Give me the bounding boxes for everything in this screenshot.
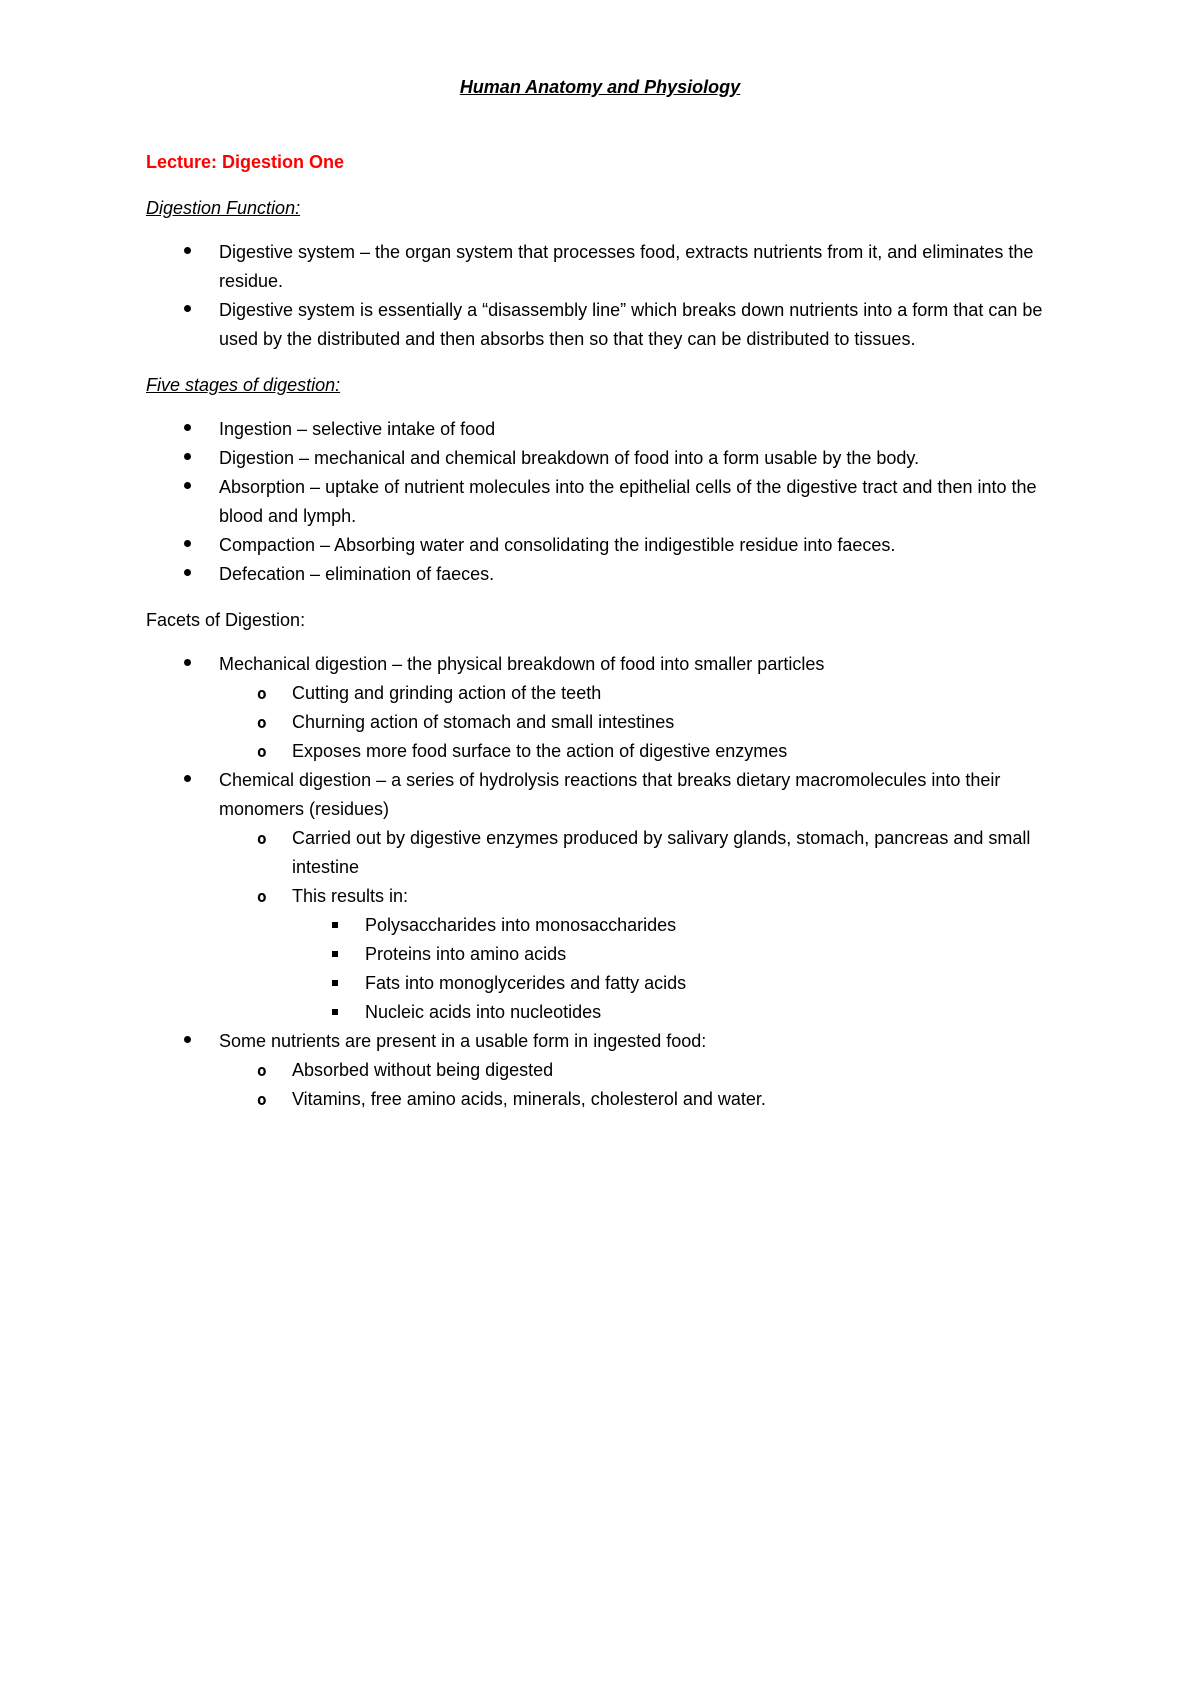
- circle-bullet-icon: o: [257, 742, 267, 761]
- list-item-text: Ingestion – selective intake of food: [219, 419, 496, 439]
- sub-list: [219, 824, 1066, 1027]
- list-item-text: Defecation – elimination of faeces.: [219, 564, 495, 584]
- bullet-icon: [184, 247, 191, 254]
- bullet-icon: [184, 1036, 191, 1043]
- digestion-function-list: [146, 238, 1066, 354]
- list-item-text: Digestion – mechanical and chemical breakdown of food into a form usable by the body.: [219, 448, 920, 468]
- circle-bullet-icon: o: [257, 829, 267, 848]
- document-title: Human Anatomy and Physiology: [459, 77, 741, 97]
- sub-list-item: [219, 882, 1066, 1027]
- section-heading-facets: Facets of Digestion:: [146, 610, 306, 630]
- square-bullet-icon: [332, 1009, 338, 1015]
- list-item: [146, 1027, 1066, 1114]
- sub-list-item-text: Churning action of stomach and small intestines: [292, 712, 675, 732]
- sub-list: [219, 679, 1066, 766]
- sub-sub-list-item: [292, 911, 1066, 940]
- sub-list-item: [219, 679, 1066, 708]
- section-heading-digestion-function: Digestion Function:: [146, 198, 301, 218]
- list-item: [146, 444, 1066, 473]
- list-item: [146, 560, 1066, 589]
- circle-bullet-icon: o: [257, 713, 267, 732]
- list-item: [146, 415, 1066, 444]
- list-item: [146, 296, 1066, 354]
- bullet-icon: [184, 305, 191, 312]
- lecture-heading: Lecture: Digestion One: [146, 152, 345, 172]
- sub-list-item: [219, 1056, 1066, 1085]
- sub-list-item-text: Vitamins, free amino acids, minerals, cholesterol and water.: [292, 1089, 766, 1109]
- list-item-text: Digestive system – the organ system that processes food, extracts nutrients from it, and eliminates the residue.: [219, 242, 1034, 291]
- sub-sub-list-item-text: Polysaccharides into monosaccharides: [365, 915, 677, 935]
- bullet-icon: [184, 453, 191, 460]
- section-heading-five-stages: Five stages of digestion:: [146, 375, 341, 395]
- circle-bullet-icon: o: [257, 887, 267, 906]
- bullet-icon: [184, 540, 191, 547]
- sub-list-item: [219, 1085, 1066, 1114]
- facets-list: [146, 650, 1066, 1114]
- list-item: [146, 238, 1066, 296]
- list-item-text: Some nutrients are present in a usable form in ingested food:: [219, 1031, 707, 1051]
- sub-sub-list: [292, 911, 1066, 1027]
- sub-sub-list-item: [292, 940, 1066, 969]
- sub-list-item-text: Absorbed without being digested: [292, 1060, 554, 1080]
- square-bullet-icon: [332, 951, 338, 957]
- circle-bullet-icon: o: [257, 684, 267, 703]
- sub-list: [219, 1056, 1066, 1114]
- list-item-text: Digestive system is essentially a “disassembly line” which breaks down nutrients into a form that can be used by the distributed and then absorbs then so that they can be distributed to tissues.: [219, 300, 1043, 349]
- bullet-icon: [184, 482, 191, 489]
- list-item: [146, 531, 1066, 560]
- list-item-text: Absorption – uptake of nutrient molecules into the epithelial cells of the digestive tract and then into the blood and lymph.: [219, 477, 1037, 526]
- list-item: [146, 766, 1066, 1027]
- document-body: [146, 148, 1066, 1131]
- sub-list-item-text: Carried out by digestive enzymes produced by salivary glands, stomach, pancreas and small intestine: [292, 828, 1031, 877]
- list-item-text: Chemical digestion – a series of hydrolysis reactions that breaks dietary macromolecules into their monomers (residues): [219, 770, 1001, 819]
- bullet-icon: [184, 424, 191, 431]
- square-bullet-icon: [332, 922, 338, 928]
- bullet-icon: [184, 659, 191, 666]
- sub-list-item-text: Exposes more food surface to the action of digestive enzymes: [292, 741, 788, 761]
- sub-list-item: [219, 737, 1066, 766]
- sub-sub-list-item: [292, 998, 1066, 1027]
- sub-list-item-text: This results in:: [292, 886, 409, 906]
- bullet-icon: [184, 775, 191, 782]
- sub-list-item: [219, 824, 1066, 882]
- bullet-icon: [184, 569, 191, 576]
- five-stages-list: [146, 415, 1066, 589]
- square-bullet-icon: [332, 980, 338, 986]
- sub-sub-list-item-text: Fats into monoglycerides and fatty acids: [365, 973, 687, 993]
- list-item-text: Compaction – Absorbing water and consolidating the indigestible residue into faeces.: [219, 535, 896, 555]
- circle-bullet-icon: o: [257, 1090, 267, 1109]
- circle-bullet-icon: o: [257, 1061, 267, 1080]
- list-item: [146, 650, 1066, 766]
- sub-sub-list-item-text: Nucleic acids into nucleotides: [365, 1002, 602, 1022]
- list-item: [146, 473, 1066, 531]
- sub-list-item: [219, 708, 1066, 737]
- sub-list-item-text: Cutting and grinding action of the teeth: [292, 683, 602, 703]
- list-item-text: Mechanical digestion – the physical breakdown of food into smaller particles: [219, 654, 825, 674]
- sub-sub-list-item-text: Proteins into amino acids: [365, 944, 567, 964]
- sub-sub-list-item: [292, 969, 1066, 998]
